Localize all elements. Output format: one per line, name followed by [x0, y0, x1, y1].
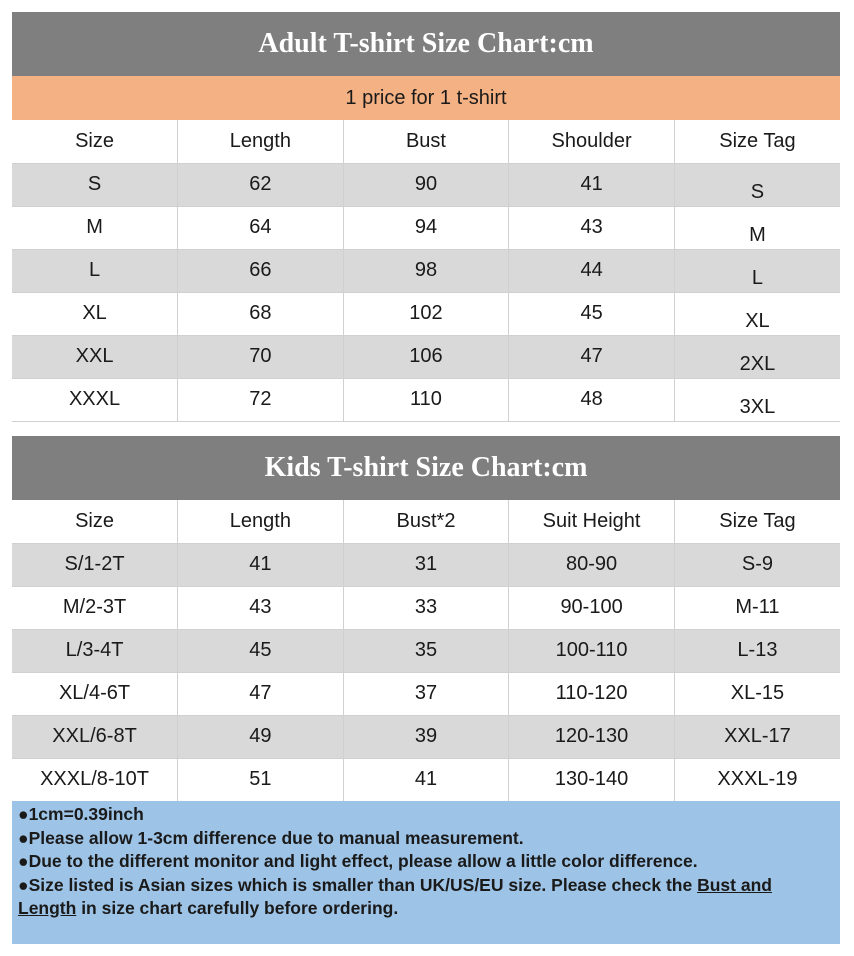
- adult-chart-title: Adult T-shirt Size Chart:cm: [12, 12, 840, 76]
- note-line: ●Please allow 1-3cm difference due to manual measurement.: [18, 827, 524, 848]
- note-line: ●Due to the different monitor and light effect, please allow a little color difference.: [18, 851, 698, 871]
- table-cell: M: [674, 206, 840, 249]
- table-cell: 41: [509, 163, 675, 206]
- table-cell: XXL/6-8T: [12, 715, 178, 758]
- table-cell: 43: [178, 586, 344, 629]
- table-cell: 44: [509, 249, 675, 292]
- table-cell: XXL: [12, 335, 178, 378]
- column-header: Shoulder: [509, 120, 675, 163]
- note-text: in size chart carefully before ordering.: [76, 898, 399, 918]
- table-cell: 3XL: [674, 378, 840, 421]
- table-row: [12, 586, 840, 629]
- table-row: [12, 378, 840, 421]
- column-header: Bust: [343, 120, 509, 163]
- table-cell: XL/4-6T: [12, 672, 178, 715]
- column-header: Length: [178, 120, 344, 163]
- table-cell: M: [12, 206, 178, 249]
- table-cell: 48: [509, 378, 675, 421]
- table-cell: 90-100: [509, 586, 675, 629]
- table-cell: 94: [343, 206, 509, 249]
- column-header: Size: [12, 500, 178, 543]
- table-row: [12, 543, 840, 586]
- table-cell: 47: [509, 335, 675, 378]
- table-row: [12, 292, 840, 335]
- table-cell: 64: [178, 206, 344, 249]
- table-cell: 62: [178, 163, 344, 206]
- table-cell: M/2-3T: [12, 586, 178, 629]
- table-cell: S: [674, 163, 840, 206]
- table-cell: 49: [178, 715, 344, 758]
- table-cell: 110-120: [509, 672, 675, 715]
- table-row: [12, 163, 840, 206]
- table-cell: XXXL-19: [674, 758, 840, 801]
- table-cell: 2XL: [674, 335, 840, 378]
- table-cell: 70: [178, 335, 344, 378]
- table-cell: L/3-4T: [12, 629, 178, 672]
- kids-size-table: [12, 500, 840, 802]
- table-cell: S/1-2T: [12, 543, 178, 586]
- table-cell: S: [12, 163, 178, 206]
- table-cell: XXL-17: [674, 715, 840, 758]
- table-cell: 98: [343, 249, 509, 292]
- table-cell: L-13: [674, 629, 840, 672]
- table-cell: 72: [178, 378, 344, 421]
- column-header: Bust*2: [343, 500, 509, 543]
- adult-size-table: [12, 120, 840, 422]
- table-cell: 39: [343, 715, 509, 758]
- column-header: Size: [12, 120, 178, 163]
- column-header: Size Tag: [674, 120, 840, 163]
- table-cell: 68: [178, 292, 344, 335]
- column-header: Size Tag: [674, 500, 840, 543]
- table-cell: 35: [343, 629, 509, 672]
- table-cell: 110: [343, 378, 509, 421]
- table-cell: 41: [343, 758, 509, 801]
- note-line: ●1cm=0.39inch: [18, 804, 144, 824]
- table-cell: M-11: [674, 586, 840, 629]
- table-row: [12, 758, 840, 801]
- table-cell: 102: [343, 292, 509, 335]
- notes-panel: [12, 801, 840, 944]
- table-cell: 45: [178, 629, 344, 672]
- table-cell: S-9: [674, 543, 840, 586]
- table-cell: 130-140: [509, 758, 675, 801]
- table-row: [12, 206, 840, 249]
- table-cell: L: [12, 249, 178, 292]
- bust-and-length-emphasis: Bust and Length: [18, 874, 772, 918]
- table-cell: 90: [343, 163, 509, 206]
- table-cell: XL: [674, 292, 840, 335]
- table-cell: 51: [178, 758, 344, 801]
- table-cell: 43: [509, 206, 675, 249]
- table-cell: 106: [343, 335, 509, 378]
- table-cell: 120-130: [509, 715, 675, 758]
- table-row: [12, 629, 840, 672]
- table-cell: 47: [178, 672, 344, 715]
- table-cell: L: [674, 249, 840, 292]
- price-note: 1 price for 1 t-shirt: [12, 76, 840, 120]
- table-row: [12, 672, 840, 715]
- table-cell: 100-110: [509, 629, 675, 672]
- table-row: [12, 249, 840, 292]
- table-cell: 41: [178, 543, 344, 586]
- table-cell: 66: [178, 249, 344, 292]
- table-row: [12, 715, 840, 758]
- table-cell: 37: [343, 672, 509, 715]
- table-cell: XL: [12, 292, 178, 335]
- note-text: ●Size listed is Asian sizes which is smaller than UK/US/EU size. Please check the: [18, 874, 698, 895]
- table-cell: XXXL/8-10T: [12, 758, 178, 801]
- column-header: Suit Height: [509, 500, 675, 543]
- note-line: [18, 874, 834, 921]
- column-header: Length: [178, 500, 344, 543]
- table-cell: 33: [343, 586, 509, 629]
- table-header-row: [12, 120, 840, 163]
- table-header-row: [12, 500, 840, 543]
- table-cell: 31: [343, 543, 509, 586]
- table-cell: XL-15: [674, 672, 840, 715]
- table-cell: XXXL: [12, 378, 178, 421]
- table-row: [12, 335, 840, 378]
- kids-chart-title: Kids T-shirt Size Chart:cm: [12, 436, 840, 500]
- table-cell: 80-90: [509, 543, 675, 586]
- table-cell: 45: [509, 292, 675, 335]
